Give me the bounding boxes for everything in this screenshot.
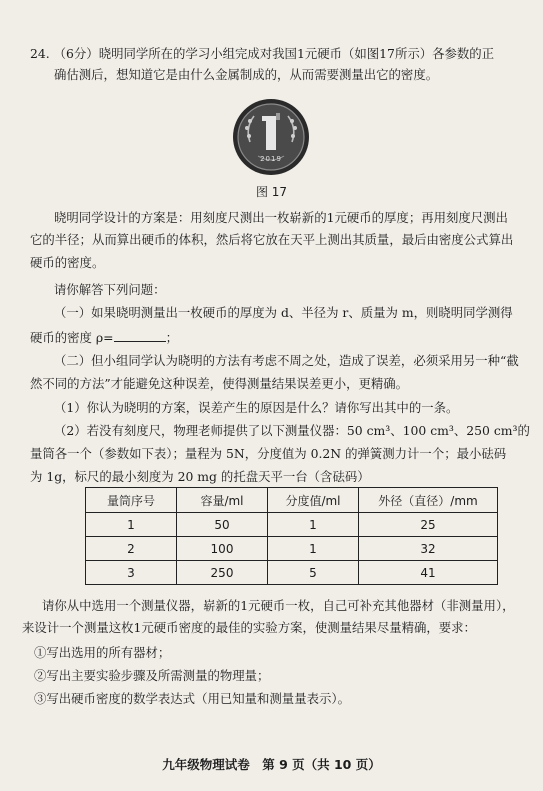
sub-question-2-line-3: 为 1g，标尺的最小刻度为 20 mg 的托盘天平一台（含砝码） [30, 469, 370, 484]
cylinder-spec-table [85, 487, 498, 585]
table-cell: 3 [86, 561, 177, 585]
density-prompt: 硬币的密度 ρ= [30, 330, 114, 345]
table-cell: 1 [268, 537, 359, 561]
density-answer-blank[interactable] [114, 329, 166, 342]
part2-line-2: 然不同的方法”才能避免这种误差，使得测量结果误差更小，更精确。 [30, 376, 409, 391]
table-cell: 1 [86, 513, 177, 537]
question-intro-line-2: 确估测后，想知道它是由什么金属制成的，从而需要测量出它的密度。 [54, 67, 439, 82]
sub-question-1: （1）你认为晓明的方案，误差产生的原因是什么？请你写出其中的一条。 [54, 400, 459, 415]
table-header: 容量/ml [177, 488, 268, 513]
table-row [86, 513, 498, 537]
requirement-2: ②写出主要实验步骤及所需测量的物理量； [34, 668, 270, 683]
table-cell: 50 [177, 513, 268, 537]
prompt-line: 请你解答下列问题： [54, 282, 166, 297]
part1-line-1: （一）如果晓明测量出一枚硬币的厚度为 d、半径为 r、质量为 m，则晓明同学测得 [54, 305, 513, 320]
plan-line-3: 硬币的密度。 [30, 255, 105, 270]
table-cell: 5 [268, 561, 359, 585]
coin-figure [232, 98, 310, 176]
requirement-1: ①写出选用的所有器材； [34, 645, 171, 660]
sub-question-2-line-2: 量筒各一个（参数如下表）；量程为 5N，分度值为 0.2N 的弹簧测力计一个；最小砝码 [30, 446, 507, 461]
choose-line-2: 来设计一个测量这枚1元硬币密度的最佳的实验方案，使测量结果尽量精确，要求： [22, 620, 476, 635]
density-suffix: ； [165, 330, 178, 345]
plan-line-1: 晓明同学设计的方案是：用刻度尺测出一枚崭新的1元硬币的厚度；再用刻度尺测出 [54, 210, 508, 225]
table-header: 外径（直径）/mm [359, 488, 498, 513]
choose-line-1: 请你从中选用一个测量仪器，崭新的1元硬币一枚，自己可补充其他器材（非测量用）， [42, 598, 515, 613]
requirement-3: ③写出硬币密度的数学表达式（用已知量和测量量表示）。 [34, 691, 350, 706]
part1-line-2 [30, 329, 178, 346]
page-footer: 九年级物理试卷 第 9 页（共 10 页） [162, 757, 381, 772]
table-cell: 2 [86, 537, 177, 561]
figure-caption: 图 17 [255, 185, 288, 199]
table-cell: 32 [359, 537, 498, 561]
part2-line-1: （二）但小组同学认为晓明的方法有考虑不周之处，造成了误差，必须采用另一种“截 [54, 353, 519, 368]
plan-line-2: 它的半径；从而算出硬币的体积，然后将它放在天平上测出其质量，最后由密度公式算出 [30, 232, 514, 247]
table-row [86, 537, 498, 561]
table-header: 量筒序号 [86, 488, 177, 513]
table-cell: 41 [359, 561, 498, 585]
coin-year-label: 2019 [260, 155, 282, 163]
table-header: 分度值/ml [268, 488, 359, 513]
table-row [86, 561, 498, 585]
table-cell: 100 [177, 537, 268, 561]
table-header-row [86, 488, 498, 513]
table-cell: 250 [177, 561, 268, 585]
sub-question-2-line-1: （2）若没有刻度尺，物理老师提供了以下测量仪器：50 cm³、100 cm³、250 cm³的 [54, 423, 530, 438]
table-cell: 25 [359, 513, 498, 537]
table-cell: 1 [268, 513, 359, 537]
question-intro-line-1: 24. （6分）晓明同学所在的学习小组完成对我国1元硬币（如图17所示）各参数的正 [30, 46, 495, 61]
